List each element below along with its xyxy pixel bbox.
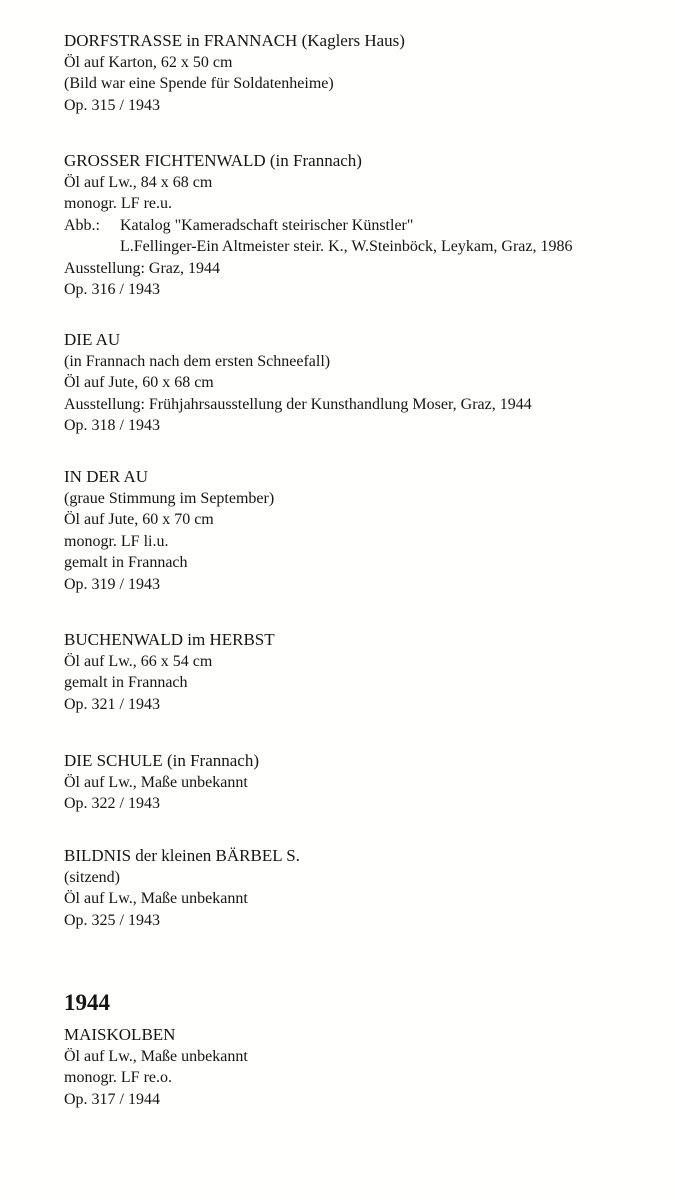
catalog-entry-grosser-fichtenwald	[64, 150, 669, 301]
catalog-entry-in-der-au	[64, 466, 669, 595]
entry-opus: Op. 325 / 1943	[64, 911, 160, 929]
catalog-entry-die-au	[64, 329, 669, 437]
entry-title: MAISKOLBEN	[64, 1025, 176, 1044]
entry-title: BILDNIS der kleinen BÄRBEL S.	[64, 846, 300, 865]
entry-opus: Op. 322 / 1943	[64, 795, 160, 812]
entry-opus: Op. 315 / 1943	[64, 96, 160, 114]
entry-medium: Öl auf Lw., Maße unbekannt	[64, 773, 248, 791]
catalog-entry-die-schule	[64, 750, 669, 815]
entry-title: BUCHENWALD im HERBST	[64, 630, 275, 649]
catalog-entry-bildnis-baerbel	[64, 845, 669, 931]
entry-signature: monogr. LF re.o.	[64, 1069, 172, 1086]
entry-illustration	[64, 215, 669, 237]
entry-title: GROSSER FICHTENWALD (in Frannach)	[64, 151, 362, 170]
entry-location: gemalt in Frannach	[64, 674, 188, 691]
entry-signature: monogr. LF li.u.	[64, 532, 169, 550]
entry-subtitle: (in Frannach nach dem ersten Schneefall)	[64, 352, 331, 370]
illustration-ref-1: Katalog "Kameradschaft steirischer Künstler"	[120, 216, 414, 234]
entry-medium: Öl auf Lw., Maße unbekannt	[64, 890, 248, 907]
entry-medium: Öl auf Lw., Maße unbekannt	[64, 1047, 248, 1065]
entry-opus: Op. 318 / 1943	[64, 417, 160, 434]
entry-title: DORFSTRASSE in FRANNACH (Kaglers Haus)	[64, 31, 405, 50]
year-heading: 1944	[64, 990, 110, 1015]
entry-title: IN DER AU	[64, 467, 149, 486]
entry-title: DIE SCHULE (in Frannach)	[64, 751, 259, 770]
entry-medium: Öl auf Lw., 66 x 54 cm	[64, 652, 213, 670]
entry-opus: Op. 321 / 1943	[64, 695, 160, 713]
entry-medium: Öl auf Karton, 62 x 50 cm	[64, 53, 233, 71]
entry-medium: Öl auf Jute, 60 x 70 cm	[64, 511, 214, 528]
entry-opus: Op. 319 / 1943	[64, 575, 160, 593]
entry-note: (Bild war eine Spende für Soldatenheime)	[64, 75, 334, 92]
entry-title: DIE AU	[64, 330, 121, 349]
catalog-entry-buchenwald	[64, 629, 669, 715]
entry-medium: Öl auf Jute, 60 x 68 cm	[64, 374, 214, 391]
catalog-entry-maiskolben	[64, 1024, 669, 1110]
entry-subtitle: (graue Stimmung im September)	[64, 489, 275, 507]
entry-medium: Öl auf Lw., 84 x 68 cm	[64, 173, 213, 191]
entry-opus: Op. 316 / 1943	[64, 281, 160, 298]
illustration-ref-2: L.Fellinger-Ein Altmeister steir. K., W.Steinböck, Leykam, Graz, 1986	[120, 238, 573, 255]
illustration-label: Abb.:	[64, 216, 100, 234]
entry-exhibition: Ausstellung: Graz, 1944	[64, 259, 220, 277]
entry-location: gemalt in Frannach	[64, 554, 188, 571]
entry-exhibition: Ausstellung: Frühjahrsausstellung der Kunsthandlung Moser, Graz, 1944	[64, 395, 532, 413]
entry-signature: monogr. LF re.u.	[64, 195, 172, 212]
entry-subtitle: (sitzend)	[64, 868, 120, 886]
catalog-entry-dorfstrasse	[64, 30, 669, 116]
entry-opus: Op. 317 / 1944	[64, 1090, 160, 1108]
